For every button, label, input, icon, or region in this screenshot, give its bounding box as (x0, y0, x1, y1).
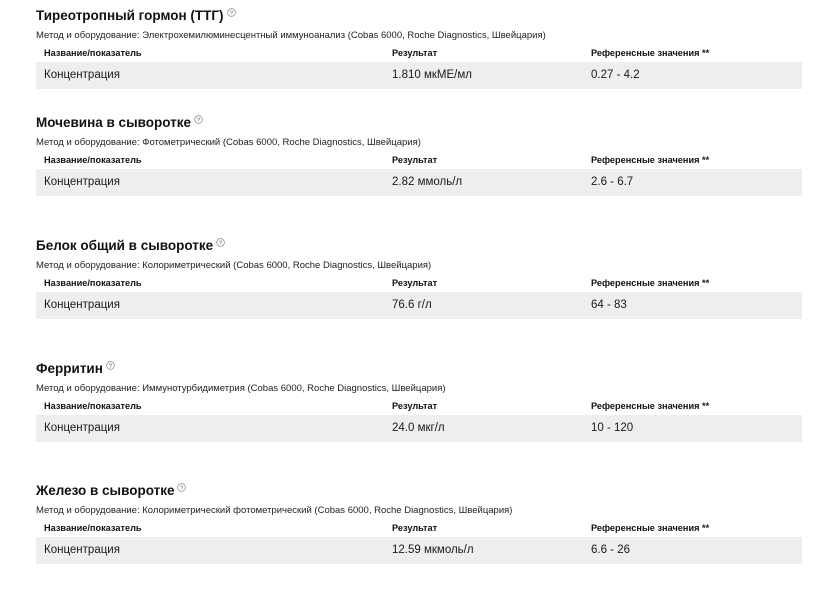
row-reference: 0.27 - 4.2 (591, 69, 640, 81)
row-name: Концентрация (44, 176, 120, 188)
header-reference: Референсные значения ** (591, 48, 710, 58)
test-title-text: Мочевина в сыворотке (36, 115, 191, 130)
test-block-iron (36, 482, 802, 564)
header-name: Название/показатель (44, 278, 142, 288)
method-line: Метод и оборудование: Электрохемилюминесцентный иммуноанализ (Cobas 6000, Roche Diagnostics, Швейцария) (36, 30, 546, 41)
table-header (36, 153, 802, 167)
row-reference: 6.6 - 26 (591, 544, 630, 556)
header-result: Результат (392, 401, 438, 411)
table-row (36, 537, 802, 564)
test-title (36, 360, 802, 378)
row-result: 76.6 г/л (392, 299, 432, 311)
svg-text:?: ? (218, 240, 223, 247)
method-line: Метод и оборудование: Иммунотурбидиметрия (Cobas 6000, Roche Diagnostics, Швейцария) (36, 383, 446, 394)
table-header (36, 46, 802, 60)
help-icon[interactable] (227, 8, 236, 17)
test-block-urea (36, 114, 802, 196)
test-title-text: Белок общий в сыворотке (36, 238, 214, 253)
header-result: Результат (392, 155, 438, 165)
header-name: Название/показатель (44, 401, 142, 411)
header-name: Название/показатель (44, 48, 142, 58)
row-result: 2.82 ммоль/л (392, 176, 463, 188)
test-title (36, 482, 802, 500)
row-result: 1.810 мкМЕ/мл (392, 69, 472, 81)
row-reference: 10 - 120 (591, 422, 634, 434)
row-name: Концентрация (44, 544, 120, 556)
test-block-ferritin (36, 360, 802, 442)
help-icon[interactable] (106, 361, 115, 370)
help-icon[interactable] (194, 115, 203, 124)
test-title-text: Железо в сыворотке (36, 483, 175, 498)
table-header (36, 399, 802, 413)
svg-text:?: ? (180, 485, 184, 492)
header-reference: Референсные значения ** (591, 155, 710, 165)
svg-text:?: ? (196, 117, 201, 124)
test-title-text: Ферритин (36, 361, 103, 376)
row-name: Концентрация (44, 422, 120, 434)
method-line: Метод и оборудование: Колориметрический фотометрический (Cobas 6000, Roche Diagnostics, Швейцария) (36, 505, 513, 516)
table-row (36, 169, 802, 196)
table-row (36, 415, 802, 442)
test-title-text: Тиреотропный гормон (ТТГ) (36, 8, 224, 23)
header-reference: Референсные значения ** (591, 523, 710, 533)
test-title (36, 237, 802, 255)
header-result: Результат (392, 48, 438, 58)
table-header (36, 276, 802, 290)
header-reference: Референсные значения ** (591, 278, 710, 288)
help-icon[interactable] (177, 483, 186, 492)
row-reference: 64 - 83 (591, 299, 627, 311)
method-line: Метод и оборудование: Фотометрический (Cobas 6000, Roche Diagnostics, Швейцария) (36, 137, 421, 148)
header-result: Результат (392, 278, 438, 288)
row-name: Концентрация (44, 299, 120, 311)
svg-text:?: ? (108, 363, 113, 370)
test-title (36, 7, 802, 25)
svg-text:?: ? (229, 10, 233, 17)
test-title (36, 114, 802, 132)
test-block-protein (36, 237, 802, 319)
header-result: Результат (392, 523, 438, 533)
table-header (36, 521, 802, 535)
row-name: Концентрация (44, 69, 120, 81)
method-line: Метод и оборудование: Колориметрический (Cobas 6000, Roche Diagnostics, Швейцария) (36, 260, 432, 271)
header-name: Название/показатель (44, 155, 142, 165)
table-row (36, 292, 802, 319)
row-result: 24.0 мкг/л (392, 422, 445, 434)
table-row (36, 62, 802, 89)
test-block-tsh (36, 7, 802, 89)
row-result: 12.59 мкмоль/л (392, 544, 474, 556)
row-reference: 2.6 - 6.7 (591, 176, 634, 188)
header-reference: Референсные значения ** (591, 401, 710, 411)
header-name: Название/показатель (44, 523, 142, 533)
help-icon[interactable] (216, 238, 225, 247)
